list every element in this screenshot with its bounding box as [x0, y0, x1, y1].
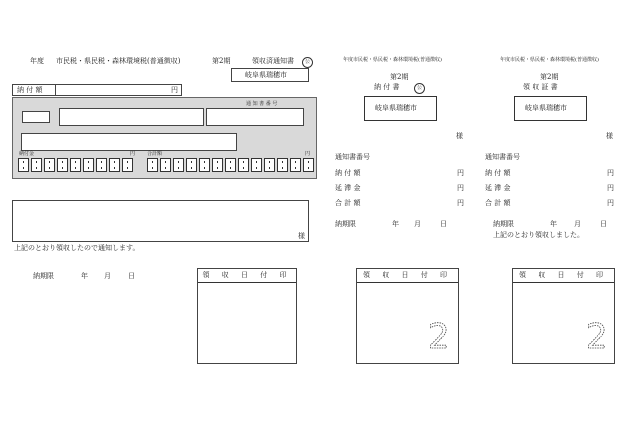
left-total-label: 合計額 [147, 151, 163, 157]
right-municipality-box [514, 96, 587, 121]
left-header-mark: 公 [302, 57, 313, 68]
left-municipality: 岐阜県瑞穂市 [245, 71, 287, 79]
middle-due-month: 月 [414, 220, 421, 228]
right-stamp-number: 2 [586, 319, 608, 351]
middle-municipality-box [364, 96, 437, 121]
digit-cell [57, 158, 68, 172]
left-sama: 様 [298, 232, 305, 240]
middle-row-unit: 円 [457, 184, 464, 192]
digit-cell [96, 158, 107, 172]
right-row-label: 納 付 額 [485, 169, 511, 177]
digit-cell [109, 158, 120, 172]
right-notice-number-label: 通知書番号 [485, 153, 520, 161]
left-notice-number-label: 通 知 書 番 号 [246, 101, 278, 107]
digit-cell [212, 158, 223, 172]
left-base-amount-label: 納付金 [19, 151, 35, 157]
right-due-year: 年 [550, 220, 557, 228]
middle-municipality: 岐阜県瑞穂市 [375, 104, 417, 112]
digit-cell [199, 158, 210, 172]
right-header-tax: 年度市民税・県民税・森林環境税(普通徴収) [500, 57, 599, 63]
middle-row-label: 合 計 額 [335, 199, 361, 207]
middle-receipt-stamp-box [356, 268, 459, 364]
left-field-box-3 [21, 133, 237, 151]
right-sama: 様 [606, 132, 613, 140]
left-field-box-1 [59, 108, 204, 126]
left-stamp-label: 領 収 日 付 印 [198, 269, 296, 283]
middle-notice-number-label: 通知書番号 [335, 153, 370, 161]
middle-stamp-number: 2 [428, 319, 450, 351]
middle-mark: 公 [414, 83, 425, 94]
left-notice-text: 上記のとおり領収したので通知します。 [14, 244, 140, 252]
left-header-tax: 市民税・県民税・森林環境税(普通徴収) [56, 57, 181, 65]
digit-cell [160, 158, 171, 172]
digit-cell [44, 158, 55, 172]
right-row-label: 延 滞 金 [485, 184, 511, 192]
digit-cell [238, 158, 249, 172]
left-code-box [22, 111, 50, 123]
right-row-label: 合 計 額 [485, 199, 511, 207]
digit-cell [83, 158, 94, 172]
left-base-amount-unit: 円 [130, 151, 136, 157]
middle-period: 第2期 [390, 73, 409, 81]
right-row-unit: 円 [607, 169, 614, 177]
middle-period-outline-digit [427, 319, 451, 351]
middle-row-unit: 円 [457, 199, 464, 207]
digit-cell [264, 158, 275, 172]
digit-cell [290, 158, 301, 172]
right-row-unit: 円 [607, 184, 614, 192]
left-ocr-block [12, 97, 317, 179]
middle-due-label: 納期限 [335, 220, 356, 228]
middle-due-day: 日 [440, 220, 447, 228]
left-header-year: 年度 [30, 57, 44, 65]
digit-cell [147, 158, 158, 172]
right-period-outline-digit [585, 319, 609, 351]
right-due-label: 納期限 [493, 220, 514, 228]
middle-row-label: 納 付 額 [335, 169, 361, 177]
right-row-unit: 円 [607, 199, 614, 207]
digit-cell [18, 158, 29, 172]
right-title: 領 収 証 書 [523, 83, 558, 91]
left-header-period: 第2期 [212, 57, 231, 65]
left-due-month: 月 [104, 272, 111, 280]
left-due-day: 日 [128, 272, 135, 280]
digit-cell [225, 158, 236, 172]
digit-cell [31, 158, 42, 172]
right-stamp-label: 領 収 日 付 印 [513, 269, 614, 283]
left-municipality-box [231, 68, 309, 82]
middle-row-unit: 円 [457, 169, 464, 177]
middle-title: 納 付 書 [374, 83, 400, 91]
left-amount-divider [55, 85, 56, 95]
right-due-day: 日 [600, 220, 607, 228]
digit-cell [251, 158, 262, 172]
middle-stamp-label: 領 収 日 付 印 [357, 269, 458, 283]
digit-cell [122, 158, 133, 172]
middle-row-label: 延 滞 金 [335, 184, 361, 192]
right-receipt-stamp-box [512, 268, 615, 364]
left-header-title: 領収済通知書 [252, 57, 294, 65]
middle-due-year: 年 [392, 220, 399, 228]
right-due-month: 月 [574, 220, 581, 228]
digit-cell [186, 158, 197, 172]
left-receipt-stamp-box [197, 268, 297, 364]
left-field-box-2 [206, 108, 304, 126]
digit-cell [303, 158, 314, 172]
right-municipality: 岐阜県瑞穂市 [525, 104, 567, 112]
left-amount-label: 納 付 額 [17, 86, 43, 94]
digit-cell [277, 158, 288, 172]
left-total-unit: 円 [305, 151, 311, 157]
right-receipt-text: 上記のとおり領収しました。 [493, 231, 584, 239]
middle-sama: 様 [456, 132, 463, 140]
left-due-year: 年 [81, 272, 88, 280]
left-due-label: 納期限 [33, 272, 54, 280]
left-address-box [12, 200, 309, 242]
digit-cell [173, 158, 184, 172]
left-amount-field [12, 84, 182, 96]
digit-cell [70, 158, 81, 172]
right-period: 第2期 [540, 73, 559, 81]
middle-header-tax: 年度市民税・県民税・森林環境税(普通徴収) [343, 57, 442, 63]
left-amount-unit: 円 [171, 86, 178, 94]
